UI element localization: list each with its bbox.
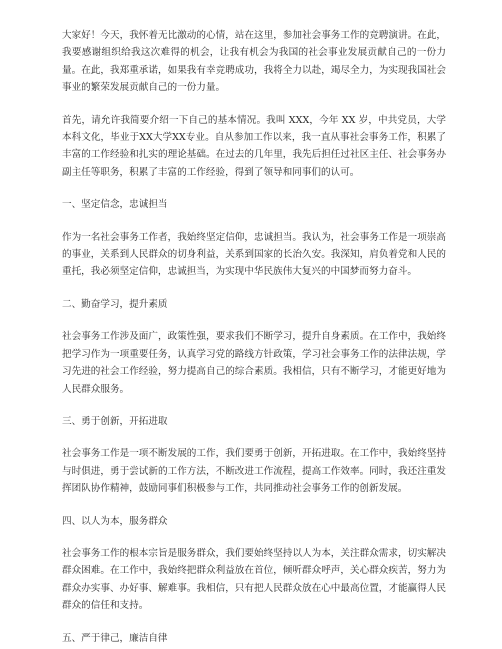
paragraph-self-introduction: 首先，请允许我简要介绍一下自己的基本情况。我叫 XXX，今年 XX 岁，中共党员，大学本科文化，毕业于XX大学XX专业。自从参加工作以来，我一直从事社会事务工作，积累了丰富的工作经验和扎实的理论基础。在过去的几年里，我先后担任过社区主任、社会事务办副主任等职务，积累了丰富的工作经验，得到了领导和同事们的认可。 (62, 114, 446, 178)
paragraph-section-4: 社会事务工作的根本宗旨是服务群众，我们要始终坚持以人为本，关注群众需求，切实解决群众困难。在工作中，我始终把群众利益放在首位，倾听群众呼声，关心群众疾苦，努力为群众办实事、办好事、解难事。我相信，只有把人民群众放在心中最高位置，才能赢得人民群众的信任和支持。 (62, 547, 446, 612)
paragraph-section-3: 社会事务工作是一项不断发展的工作，我们要勇于创新，开拓进取。在工作中，我始终坚持与时俱进，勇于尝试新的工作方法，不断改进工作流程，提高工作效率。同时，我还注重发挥团队协作精神，鼓励同事们积极参与工作，共同推动社会事务工作的创新发展。 (62, 448, 446, 495)
section-heading-2: 二、勤奋学习，提升素质 (62, 298, 168, 310)
paragraph-opening: 大家好！今天，我怀着无比激动的心情，站在这里，参加社会事务工作的竞聘演讲。在此，我要感谢组织给我这次难得的机会，让我有机会为我国的社会事业发展贡献自己的一份力量。在此，我郑重承诺，如果我有幸竞聘成功，我将全力以赴，竭尽全力，为实现我国社会事业的繁荣发展贡献自己的一份力量。 (62, 30, 446, 94)
section-heading-1: 一、坚定信念，忠诚担当 (62, 199, 168, 211)
section-heading-4: 四、以人为本，服务群众 (62, 515, 168, 527)
paragraph-section-1: 作为一名社会事务工作者，我始终坚定信仰，忠诚担当。我认为，社会事务工作是一项崇高的事业，关系到人民群众的切身利益，关系到国家的长治久安。我深知，肩负着党和人民的重托，我必须坚定信仰，忠诚担当，为实现中华民族伟大复兴的中国梦而努力奋斗。 (62, 231, 446, 278)
section-heading-5: 五、严于律己，廉洁自律 (62, 632, 168, 644)
section-heading-3: 三、勇于创新，开拓进取 (62, 415, 168, 427)
paragraph-section-2: 社会事务工作涉及面广，政策性强，要求我们不断学习，提升自身素质。在工作中，我始终把学习作为一项重要任务，认真学习党的路线方针政策，学习社会事务工作的法律法规，学习先进的社会工作经验，努力提高自己的综合素质。我相信，只有不断学习，才能更好地为人民群众服务。 (62, 331, 446, 395)
